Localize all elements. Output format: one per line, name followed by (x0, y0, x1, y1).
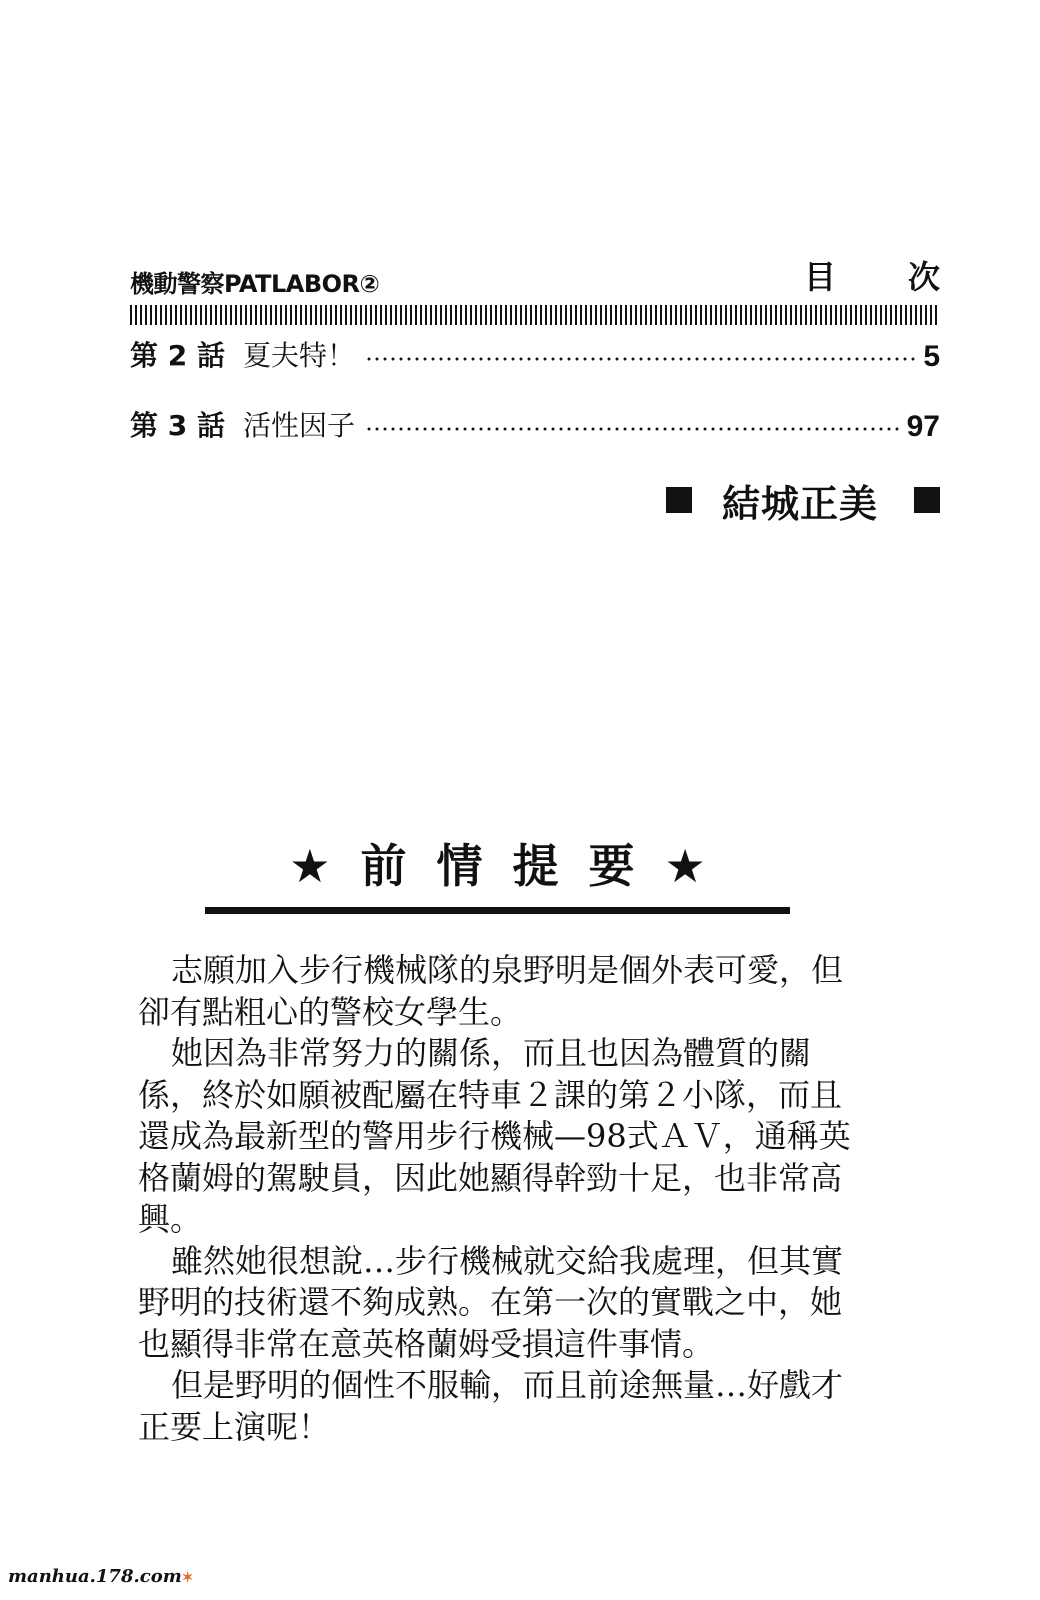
synopsis-heading (205, 828, 790, 908)
dot-leader (365, 354, 919, 364)
chapter-number: 第 3 話 (130, 409, 225, 442)
book-title: 機動警察PATLABOR② (130, 270, 380, 298)
author-name: 結城正美 (721, 481, 878, 526)
toc-entry (130, 400, 940, 444)
watermark-text: manhua.178.com (8, 1566, 182, 1587)
chapter-title: 活性因子 (242, 409, 355, 442)
toc-label: 目次 (803, 258, 1012, 296)
heading-underline (205, 907, 790, 914)
synopsis-paragraph: 雖然她很想說…步行機械就交給我處理，但其實野明的技術還不夠成熟。在第一次的實戰之中，她也顯得非常在意英格蘭姆受損這件事情。 (138, 1241, 844, 1363)
black-square-icon (666, 487, 692, 513)
synopsis-paragraph: 志願加入步行機械隊的泉野明是個外表可愛，但卻有點粗心的警校女學生。 (138, 951, 844, 1031)
synopsis-title: 前情提要 (360, 839, 665, 893)
chapter-number: 第 2 話 (130, 339, 225, 372)
chapter-page: 5 (923, 340, 940, 373)
synopsis-paragraph: 她因為非常努力的關係，而且也因為體質的關係，終於如願被配屬在特車２課的第２小隊，而且還成為最新型的警用步行機械—98式ＡＶ，通稱英格蘭姆的駕駛員，因此她顯得幹勁十足，也非常高興。 (138, 1034, 851, 1238)
toc-header (130, 250, 1012, 298)
black-square-icon (914, 487, 940, 513)
toc-divider (130, 305, 940, 325)
chapter-title: 夏夫特！ (242, 339, 355, 372)
author-line (666, 472, 940, 528)
synopsis-body (138, 950, 873, 1448)
synopsis-paragraph: 但是野明的個性不服輸，而且前途無量…好戲才正要上演呢！ (138, 1366, 844, 1446)
star-icon: ★ (664, 839, 706, 893)
chapter-page: 97 (906, 410, 940, 443)
dot-leader (365, 424, 903, 434)
watermark (8, 1566, 194, 1587)
sparkle-icon: ✶ (181, 1570, 194, 1586)
toc-entry (130, 330, 940, 374)
star-icon: ★ (289, 839, 331, 893)
